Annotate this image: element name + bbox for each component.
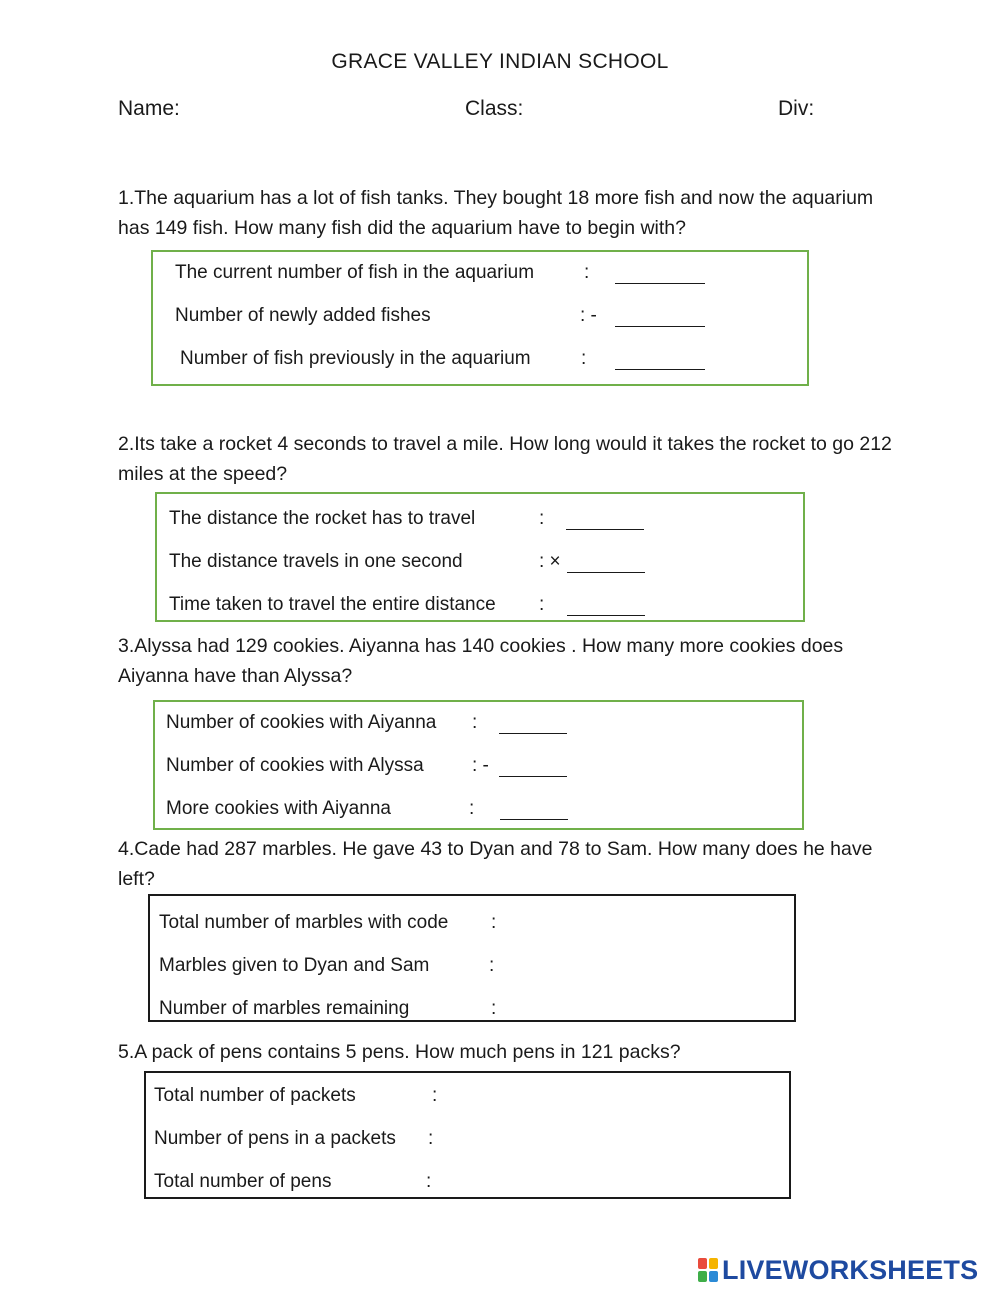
question-5-answer-box [144,1071,791,1199]
div-label: Div: [778,97,815,120]
question-3-answer-box [153,700,804,830]
q3-row-3-label: More cookies with Aiyanna [166,798,391,819]
school-title: GRACE VALLEY INDIAN SCHOOL [331,50,669,73]
q1-row-3-sep: : [581,348,587,369]
q4-row-3-label: Number of marbles remaining [159,998,410,1019]
q2-row-3-sep: : [539,594,545,615]
q2-row-2-label: The distance travels in one second [169,551,463,572]
liveworksheets-logo-icon [697,1257,719,1283]
q1-row-1-label: The current number of fish in the aquarium [175,262,535,283]
q3-row-3-sep: : [469,798,475,819]
question-4-text: 4.Cade had 287 marbles. He gave 43 to Dyan and 78 to Sam. How many does he have left? [118,838,873,890]
q1-answer-2-blank[interactable] [615,307,705,327]
q2-row-3-label: Time taken to travel the entire distance [169,594,496,615]
q3-row-2-label: Number of cookies with Alyssa [166,755,424,776]
q3-answer-2-blank[interactable] [499,757,567,777]
q2-row-2-sep: : × [539,551,561,572]
q3-row-1-label: Number of cookies with Aiyanna [166,712,437,733]
q2-answer-3-blank[interactable] [567,596,645,616]
question-3-text: 3.Alyssa had 129 cookies. Aiyanna has 140 cookies . How many more cookies does Aiyanna have than Alyssa? [118,635,844,687]
liveworksheets-logo[interactable] [697,1255,978,1285]
question-1-text: 1.The aquarium has a lot of fish tanks. They bought 18 more fish and now the aquarium has 149 fish. How many fish did the aquarium have to begin with? [118,187,874,239]
q1-row-1-sep: : [584,262,590,283]
q4-row-2-label: Marbles given to Dyan and Sam [159,955,430,976]
question-5-text: 5.A pack of pens contains 5 pens. How much pens in 121 packs? [118,1041,681,1063]
question-2-text: 2.Its take a rocket 4 seconds to travel a mile. How long would it takes the rocket to go 212 miles at the speed? [118,433,892,485]
q2-row-1-sep: : [539,508,545,529]
q5-row-3-sep: : [426,1171,432,1192]
q1-answer-1-blank[interactable] [615,264,705,284]
q4-row-1-label: Total number of marbles with code [159,912,449,933]
q5-row-3-label: Total number of pens [154,1171,332,1192]
q3-row-1-sep: : [472,712,478,733]
question-2-answer-box [155,492,805,622]
q5-row-1-sep: : [432,1085,438,1106]
q3-answer-3-blank[interactable] [500,800,568,820]
liveworksheets-brand-text: LIVEWORKSHEETS [722,1254,979,1285]
question-1-answer-box [151,250,809,386]
q5-row-2-label: Number of pens in a packets [154,1128,396,1149]
question-4-answer-box [148,894,796,1022]
q4-row-1-sep: : [491,912,497,933]
class-label: Class: [465,97,524,120]
q1-row-3-label: Number of fish previously in the aquarium [180,348,531,369]
q1-row-2-label: Number of newly added fishes [175,305,431,326]
q4-row-2-sep: : [489,955,495,976]
q5-row-1-label: Total number of packets [154,1085,356,1106]
q5-row-2-sep: : [428,1128,434,1149]
name-label: Name: [118,97,180,120]
q2-answer-1-blank[interactable] [566,510,644,530]
q3-answer-1-blank[interactable] [499,714,567,734]
q1-answer-3-blank[interactable] [615,350,705,370]
q2-row-1-label: The distance the rocket has to travel [169,508,476,529]
q2-answer-2-blank[interactable] [567,553,645,573]
q3-row-2-sep: : - [472,755,489,776]
q1-row-2-sep: : - [580,305,597,326]
q4-row-3-sep: : [491,998,497,1019]
